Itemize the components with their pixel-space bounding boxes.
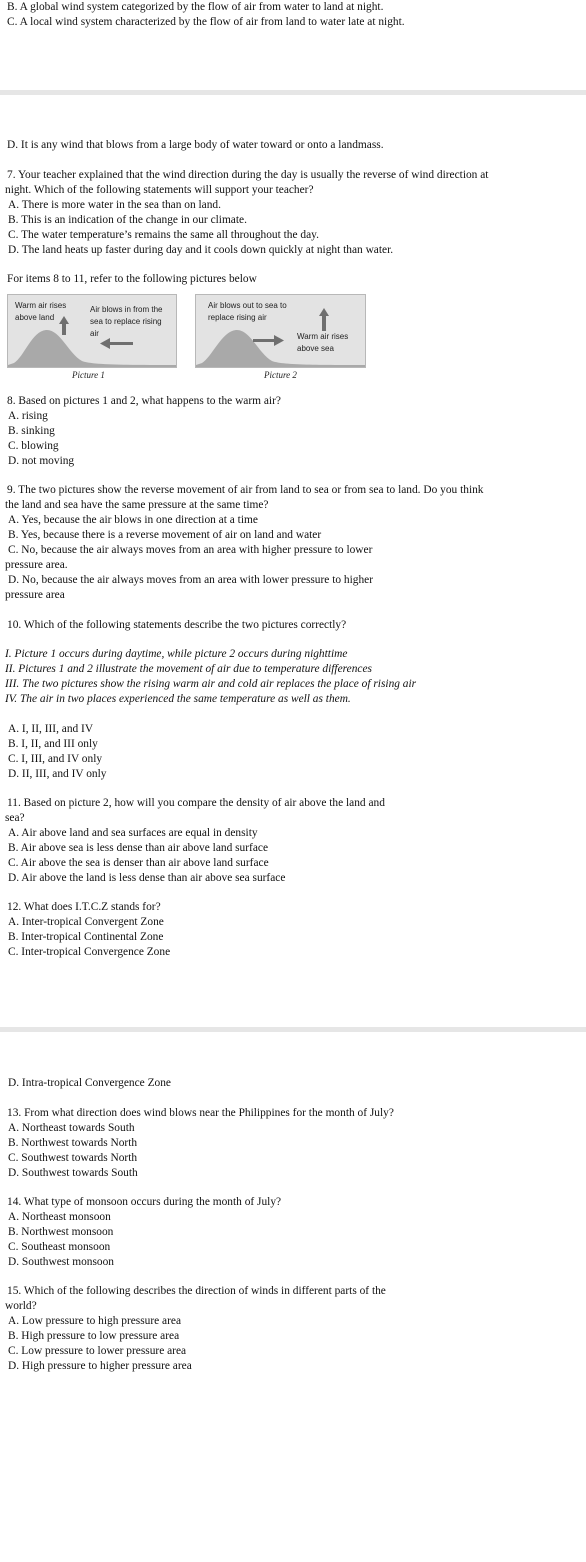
q7-stem-line2: night. Which of the following statements will support your teacher? [5,184,314,196]
warm-air-rises-label: Warm air rises above land [15,301,67,322]
q10-option-b: B. I, II, and III only [8,738,98,750]
rising-arrow-shaft [62,323,66,335]
q7-stem-line1: 7. Your teacher explained that the wind direction during the day is usually the reverse of wind direction at [7,169,489,181]
q15-option-c: C. Low pressure to lower pressure area [8,1345,187,1357]
q11-stem-line1: 11. Based on picture 2, how will you compare the density of air above the land and [7,797,385,809]
q14-option-c: C. Southeast monsoon [8,1241,111,1253]
air-blows-out-label: Air blows out to sea to replace rising air [208,301,287,322]
outflow-arrow-shaft [253,339,275,342]
page-break [0,1027,586,1032]
q11-option-a: A. Air above land and sea surfaces are equal in density [8,827,258,839]
q7-option-c: C. The water temperature’s remains the same all throughout the day. [8,229,319,241]
q9-option-b: B. Yes, because there is a reverse movement of air on land and water [8,529,322,541]
picture-2-diagram [195,294,366,368]
warm-air-rises-sea-label: Warm air rises above sea [297,332,349,353]
q15-option-a: A. Low pressure to high pressure area [8,1315,182,1327]
q14-option-d: D. Southwest monsoon [8,1256,115,1268]
q10-statement-3: III. The two pictures show the rising warm air and cold air replaces the place of rising air [5,678,417,690]
picture-1-caption: Picture 1 [72,370,105,380]
q6-option-b: B. A global wind system categorized by the flow of air from water to land at night. [7,1,384,13]
q7-option-b: B. This is an indication of the change in our climate. [8,214,247,226]
q10-statement-2: II. Pictures 1 and 2 illustrate the movement of air due to temperature differences [5,663,372,675]
q13-option-d: D. Southwest towards South [8,1167,138,1179]
q9-stem-line2: the land and sea have the same pressure at the same time? [5,499,269,511]
air-blows-in-label: Air blows in from the sea to replace rising air [90,305,163,338]
items-intro: For items 8 to 11, refer to the following pictures below [7,273,257,285]
q9-option-d-line2: pressure area [5,589,65,601]
rising-arrow-shaft [322,315,326,331]
q13-option-b: B. Northwest towards North [8,1137,138,1149]
q13-option-c: C. Southwest towards North [8,1152,138,1164]
q12-option-a: A. Inter-tropical Convergent Zone [8,916,164,928]
q14-option-b: B. Northwest monsoon [8,1226,114,1238]
q9-option-a: A. Yes, because the air blows in one direction at a time [8,514,258,526]
q10-stem: 10. Which of the following statements describe the two pictures correctly? [7,619,347,631]
q12-option-c: C. Inter-tropical Convergence Zone [8,946,171,958]
q11-option-b: B. Air above sea is less dense than air above land surface [8,842,268,854]
q11-option-c: C. Air above the sea is denser than air above land surface [8,857,269,869]
q9-option-c-line1: C. No, because the air always moves from an area with higher pressure to lower [8,544,373,556]
q6-option-d: D. It is any wind that blows from a large body of water toward or onto a landmass. [7,139,384,151]
q9-stem-line1: 9. The two pictures show the reverse movement of air from land to sea or from sea to land. Do you think [7,484,484,496]
picture-1-diagram [7,294,177,368]
q9-option-c-line2: pressure area. [5,559,68,571]
q10-option-c: C. I, III, and IV only [8,753,103,765]
q12-stem: 12. What does I.T.C.Z stands for? [7,901,161,913]
q8-stem: 8. Based on pictures 1 and 2, what happens to the warm air? [7,395,281,407]
q8-option-b: B. sinking [8,425,55,437]
q11-option-d: D. Air above the land is less dense than air above sea surface [8,872,286,884]
q15-option-d: D. High pressure to higher pressure area [8,1360,192,1372]
q11-stem-line2: sea? [5,812,25,824]
picture-2-caption: Picture 2 [264,370,297,380]
q10-option-d: D. II, III, and IV only [8,768,107,780]
q8-option-c: C. blowing [8,440,59,452]
q13-option-a: A. Northeast towards South [8,1122,135,1134]
outflow-arrow-head [274,335,284,346]
q12-option-d: D. Intra-tropical Convergence Zone [8,1077,171,1089]
q15-option-b: B. High pressure to low pressure area [8,1330,180,1342]
q15-stem-line1: 15. Which of the following describes the direction of winds in different parts of the [7,1285,386,1297]
q8-option-d: D. not moving [8,455,75,467]
q13-stem: 13. From what direction does wind blows near the Philippines for the month of July? [7,1107,394,1119]
page-break [0,90,586,95]
q10-option-a: A. I, II, III, and IV [8,723,94,735]
q7-option-d: D. The land heats up faster during day and it cools down quickly at night than water. [8,244,394,256]
q6-option-c: C. A local wind system characterized by the flow of air from land to water late at night. [7,16,405,28]
rising-arrow-head [319,308,329,316]
q14-option-a: A. Northeast monsoon [8,1211,111,1223]
inflow-arrow-shaft [109,342,133,345]
q10-statement-1: I. Picture 1 occurs during daytime, while picture 2 occurs during nighttime [5,648,348,660]
q15-stem-line2: world? [5,1300,37,1312]
q9-option-d-line1: D. No, because the air always moves from an area with lower pressure to higher [8,574,374,586]
q12-option-b: B. Inter-tropical Continental Zone [8,931,164,943]
q7-option-a: A. There is more water in the sea than on land. [8,199,221,211]
q14-stem: 14. What type of monsoon occurs during the month of July? [7,1196,282,1208]
q10-statement-4: IV. The air in two places experienced the same temperature as well as them. [5,693,351,705]
q8-option-a: A. rising [8,410,48,422]
